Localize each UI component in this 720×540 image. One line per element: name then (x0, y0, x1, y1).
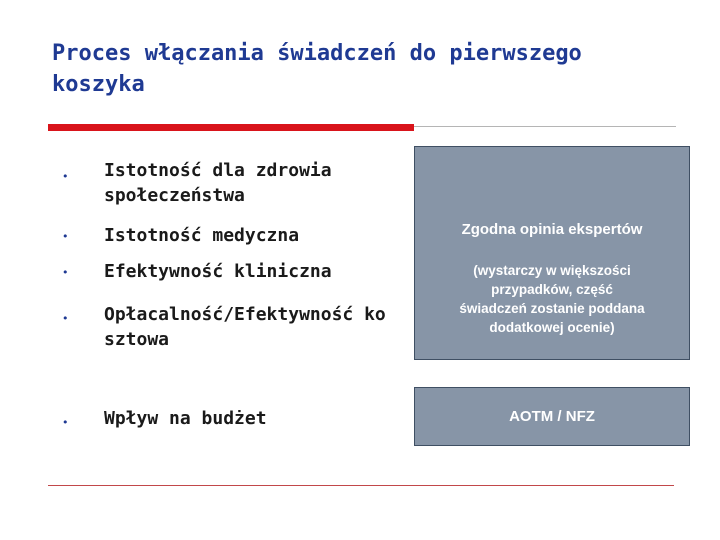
bullet-item-public-health: Istotność dla zdrowia społeczeństwa (104, 160, 332, 206)
title-accent-rule (48, 124, 414, 131)
bullet-item-budget-impact: Wpływ na budżet (104, 408, 267, 429)
bullet-item-clinical-effectiveness: Efektywność kliniczna (104, 261, 332, 282)
aotm-nfz-label: AOTM / NFZ (509, 408, 595, 425)
bullet-item-medical-relevance: Istotność medyczna (104, 225, 300, 246)
expert-opinion-box (414, 146, 690, 360)
aotm-nfz-box (414, 387, 690, 446)
bullet-marker: • (62, 230, 69, 243)
bottom-rule (48, 485, 674, 486)
bullet-marker: • (62, 266, 69, 279)
bullet-marker: • (62, 416, 69, 429)
bullet-marker: • (62, 170, 69, 183)
bullet-marker: • (62, 312, 69, 325)
title-underline-rule (414, 126, 676, 127)
slide-title: Proces włączania świadczeń do pierwszego koszyka (52, 41, 582, 97)
expert-opinion-heading: Zgodna opinia ekspertów (461, 221, 643, 238)
bullet-item-cost-effectiveness: Opłacalność/Efektywność kosztowa (104, 304, 386, 350)
expert-opinion-note: (wystarczy w większości przypadków, część świadczeń zostanie poddana dodatkowej ocenie) (459, 263, 645, 335)
